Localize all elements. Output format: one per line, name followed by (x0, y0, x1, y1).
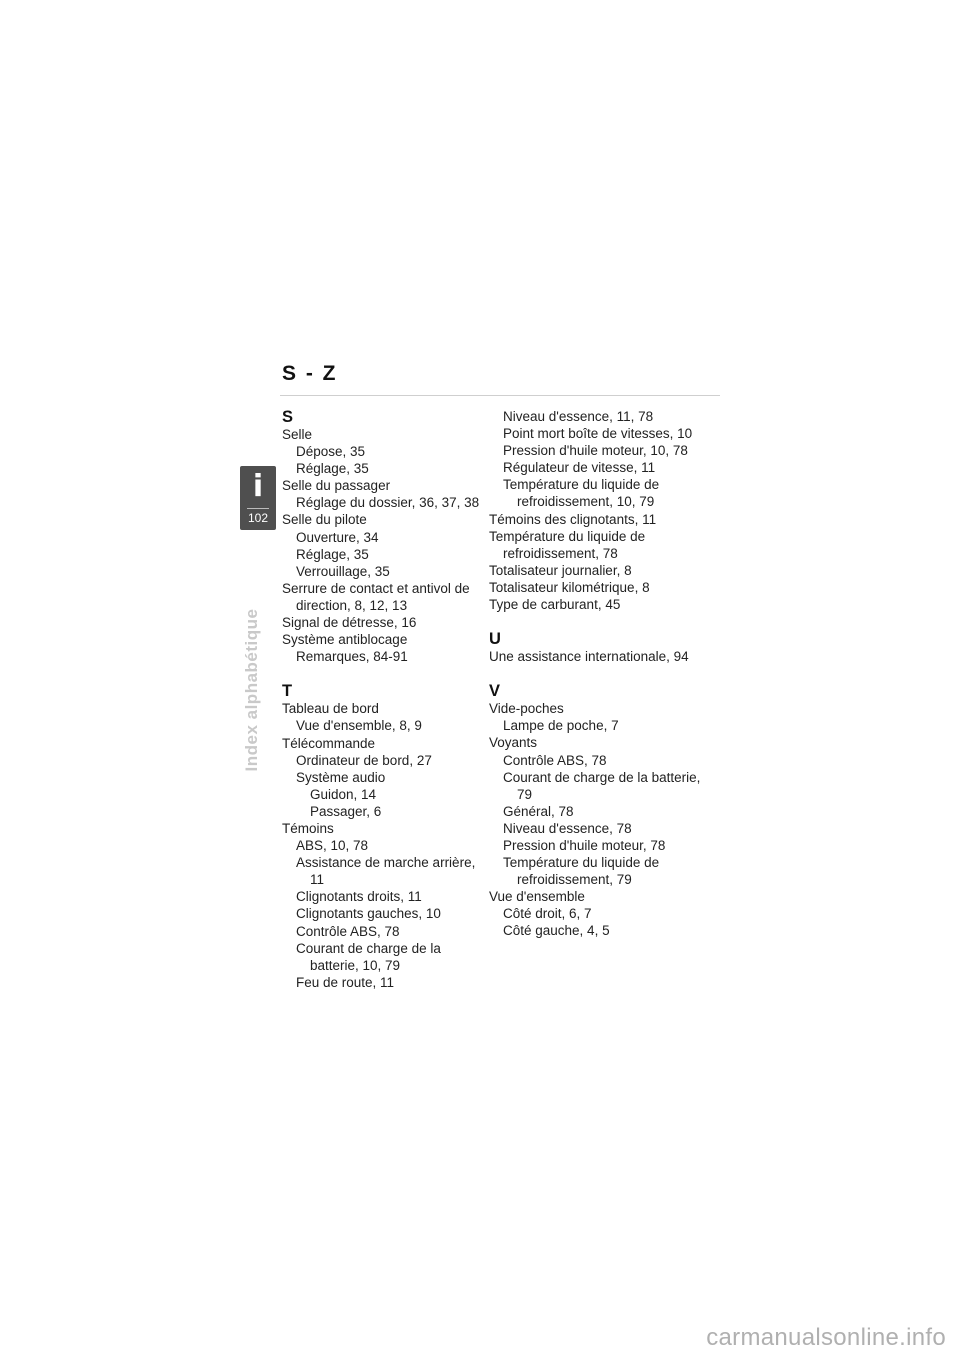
index-tab (240, 466, 276, 530)
index-section (489, 682, 709, 939)
index-entry: Une assistance internationale, 94 (489, 649, 689, 665)
index-entry: Contrôle ABS, 78 (503, 752, 607, 768)
index-entry: Totalisateur kilométrique, 8 (489, 579, 650, 595)
index-entry: Vue d'ensemble (489, 889, 585, 905)
index-entry: Assistance de marche arrière, 11 (296, 855, 476, 888)
section-letter: T (282, 682, 293, 701)
index-entry: Pression d'huile moteur, 10, 78 (503, 443, 688, 459)
index-entry: Signal de détresse, 16 (282, 615, 417, 631)
index-entry: Réglage du dossier, 36, 37, 38 (296, 495, 480, 511)
header-rule (280, 395, 720, 396)
index-entry: Remarques, 84-91 (296, 649, 408, 665)
index-section (489, 630, 709, 665)
index-entry: Selle (282, 427, 313, 442)
section-letter: V (489, 682, 501, 701)
section-gap (282, 665, 487, 682)
index-entry: Côté gauche, 4, 5 (503, 923, 610, 939)
index-entry: Selle du pilote (282, 512, 367, 528)
index-entry: Clignotants gauches, 10 (296, 906, 441, 922)
index-entry: Guidon, 14 (310, 786, 377, 802)
index-entry: Lampe de poche, 7 (503, 718, 619, 734)
index-section (282, 682, 487, 991)
index-entry: Système audio (296, 769, 386, 785)
index-entry: Type de carburant, 45 (489, 597, 621, 613)
section-gap (489, 613, 709, 630)
index-entry: Système antiblocage (282, 632, 408, 648)
index-entry: Témoins des clignotants, 11 (489, 511, 657, 527)
index-entry: Ordinateur de bord, 27 (296, 752, 432, 768)
section-gap (489, 665, 709, 682)
index-entry: Température du liquide de refroidissement, 79 (503, 855, 660, 888)
index-entry: Serrure de contact et antivol de direction, 8, 12, 13 (282, 580, 470, 613)
page-number: 102 (247, 511, 269, 525)
index-column-right (489, 408, 709, 940)
index-entry: Dépose, 35 (296, 444, 366, 460)
index-entry: Réglage, 35 (296, 546, 369, 562)
index-entry: Courant de charge de la batterie, 10, 79 (296, 940, 441, 973)
index-entry: Température du liquide de refroidissement, 10, 79 (503, 477, 660, 510)
index-entry: ABS, 10, 78 (296, 838, 369, 854)
index-entry: Clignotants droits, 11 (296, 889, 422, 905)
index-entry: Ouverture, 34 (296, 529, 379, 545)
index-section (489, 408, 709, 613)
index-entry: Pression d'huile moteur, 78 (503, 837, 666, 853)
index-entry: Passager, 6 (310, 803, 382, 819)
index-entry: Verrouillage, 35 (296, 563, 390, 579)
index-entry: Niveau d'essence, 11, 78 (503, 409, 654, 424)
index-entry: Voyants (489, 735, 538, 751)
index-entry: Vide-poches (489, 701, 564, 717)
section-letter: S (282, 408, 294, 426)
index-entry: Totalisateur journalier, 8 (489, 562, 632, 578)
index-entry: Régulateur de vitesse, 11 (503, 460, 656, 476)
index-entry: Général, 78 (503, 803, 574, 819)
section-side-label: Index alphabétique (242, 608, 261, 772)
section-letter: U (489, 630, 501, 649)
index-entry: Côté droit, 6, 7 (503, 906, 592, 922)
index-entry: Niveau d'essence, 78 (503, 820, 632, 836)
index-entry: Point mort boîte de vitesses, 10 (503, 426, 693, 442)
index-entry: Selle du passager (282, 478, 391, 494)
tab-divider (247, 508, 269, 509)
info-icon: i (252, 469, 264, 504)
index-entry: Vue d'ensemble, 8, 9 (296, 718, 422, 734)
index-entry: Contrôle ABS, 78 (296, 923, 400, 939)
index-entry: Télécommande (282, 735, 376, 751)
index-entry: Tableau de bord (282, 701, 379, 717)
index-entry: Courant de charge de la batterie, 79 (503, 769, 701, 802)
index-column-left (282, 408, 487, 991)
watermark: carmanualsonline.info (706, 1324, 946, 1351)
index-entry: Température du liquide de refroidissement, 78 (489, 528, 646, 561)
page-title: S - Z (282, 362, 338, 385)
index-section (282, 408, 487, 665)
index-entry: Témoins (282, 820, 334, 836)
index-entry: Feu de route, 11 (296, 974, 395, 990)
index-entry: Réglage, 35 (296, 461, 369, 477)
